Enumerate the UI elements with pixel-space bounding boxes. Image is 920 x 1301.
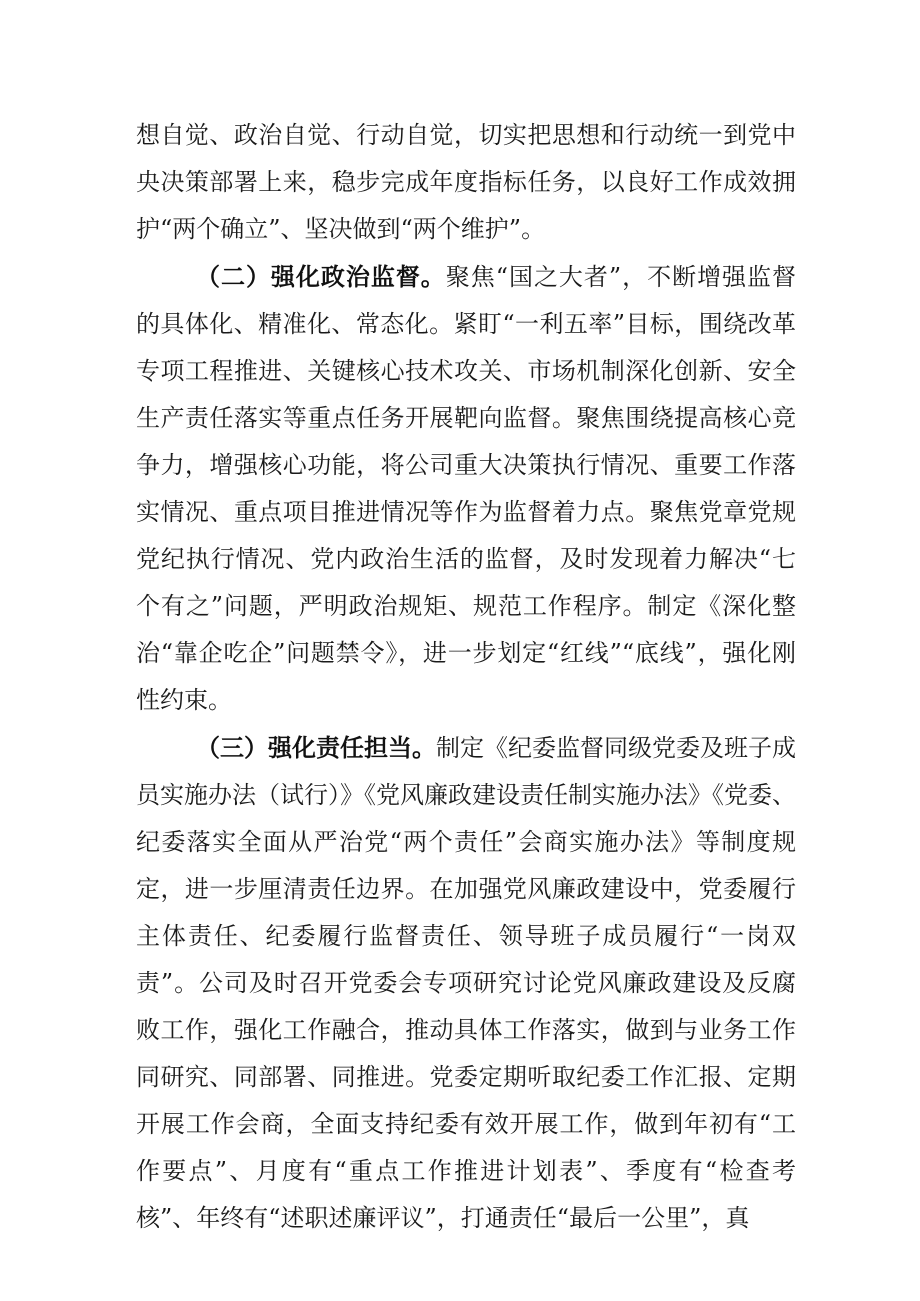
paragraph-2-body: 聚焦“国之大者”，不断增强监督的具体化、精准化、常态化。紧盯“一利五率”目标，围绕改革专项工程推进、关键核心技术攻关、市场机制深化创新、安全生产责任落实等重点任务开展靶向监督。聚焦围绕提高核心竞争力，增强核心功能，将公司重大决策执行情况、重要工作落实情况、重点项目推进情况等作为监督着力点。聚焦党章党规党纪执行情况、党内政治生活的监督，及时发现着力解决“七个有之”问题，严明政治规矩、规范工作程序。制定《深化整治“靠企吃企”问题禁令》，进一步划定“红线”“底线”，强化刚性约束。 [136, 263, 797, 714]
paragraph-3 [136, 724, 796, 1242]
paragraph-1-body: 想自觉、政治自觉、行动自觉，切实把思想和行动统一到党中央决策部署上来，稳步完成年度指标任务，以良好工作成效拥护“两个确立”、坚决做到“两个维护”。 [136, 121, 796, 243]
paragraph-1 [136, 112, 796, 253]
paragraph-3-heading: （三）强化责任担当。 [196, 733, 436, 762]
paragraph-2 [136, 253, 796, 724]
paragraph-2-heading: （二）强化政治监督。 [196, 262, 446, 291]
paragraph-3-body: 制定《纪委监督同级党委及班子成员实施办法（试行）》《党风廉政建设责任制实施办法》《党委、纪委落实全面从严治党“两个责任”会商实施办法》等制度规定，进一步厘清责任边界。在加强党风廉政建设中，党委履行主体责任、纪委履行监督责任、领导班子成员履行“一岗双责”。公司及时召开党委会专项研究讨论党风廉政建设及反腐败工作，强化工作融合，推动具体工作落实，做到与业务工作同研究、同部署、同推进。党委定期听取纪委工作汇报、定期开展工作会商，全面支持纪委有效开展工作，做到年初有“工作要点”、月度有“重点工作推进计划表”、季度有“检查考核”、年终有“述职述廉评议”，打通责任“最后一公里”，真 [136, 734, 796, 1232]
document-body [136, 112, 796, 1242]
